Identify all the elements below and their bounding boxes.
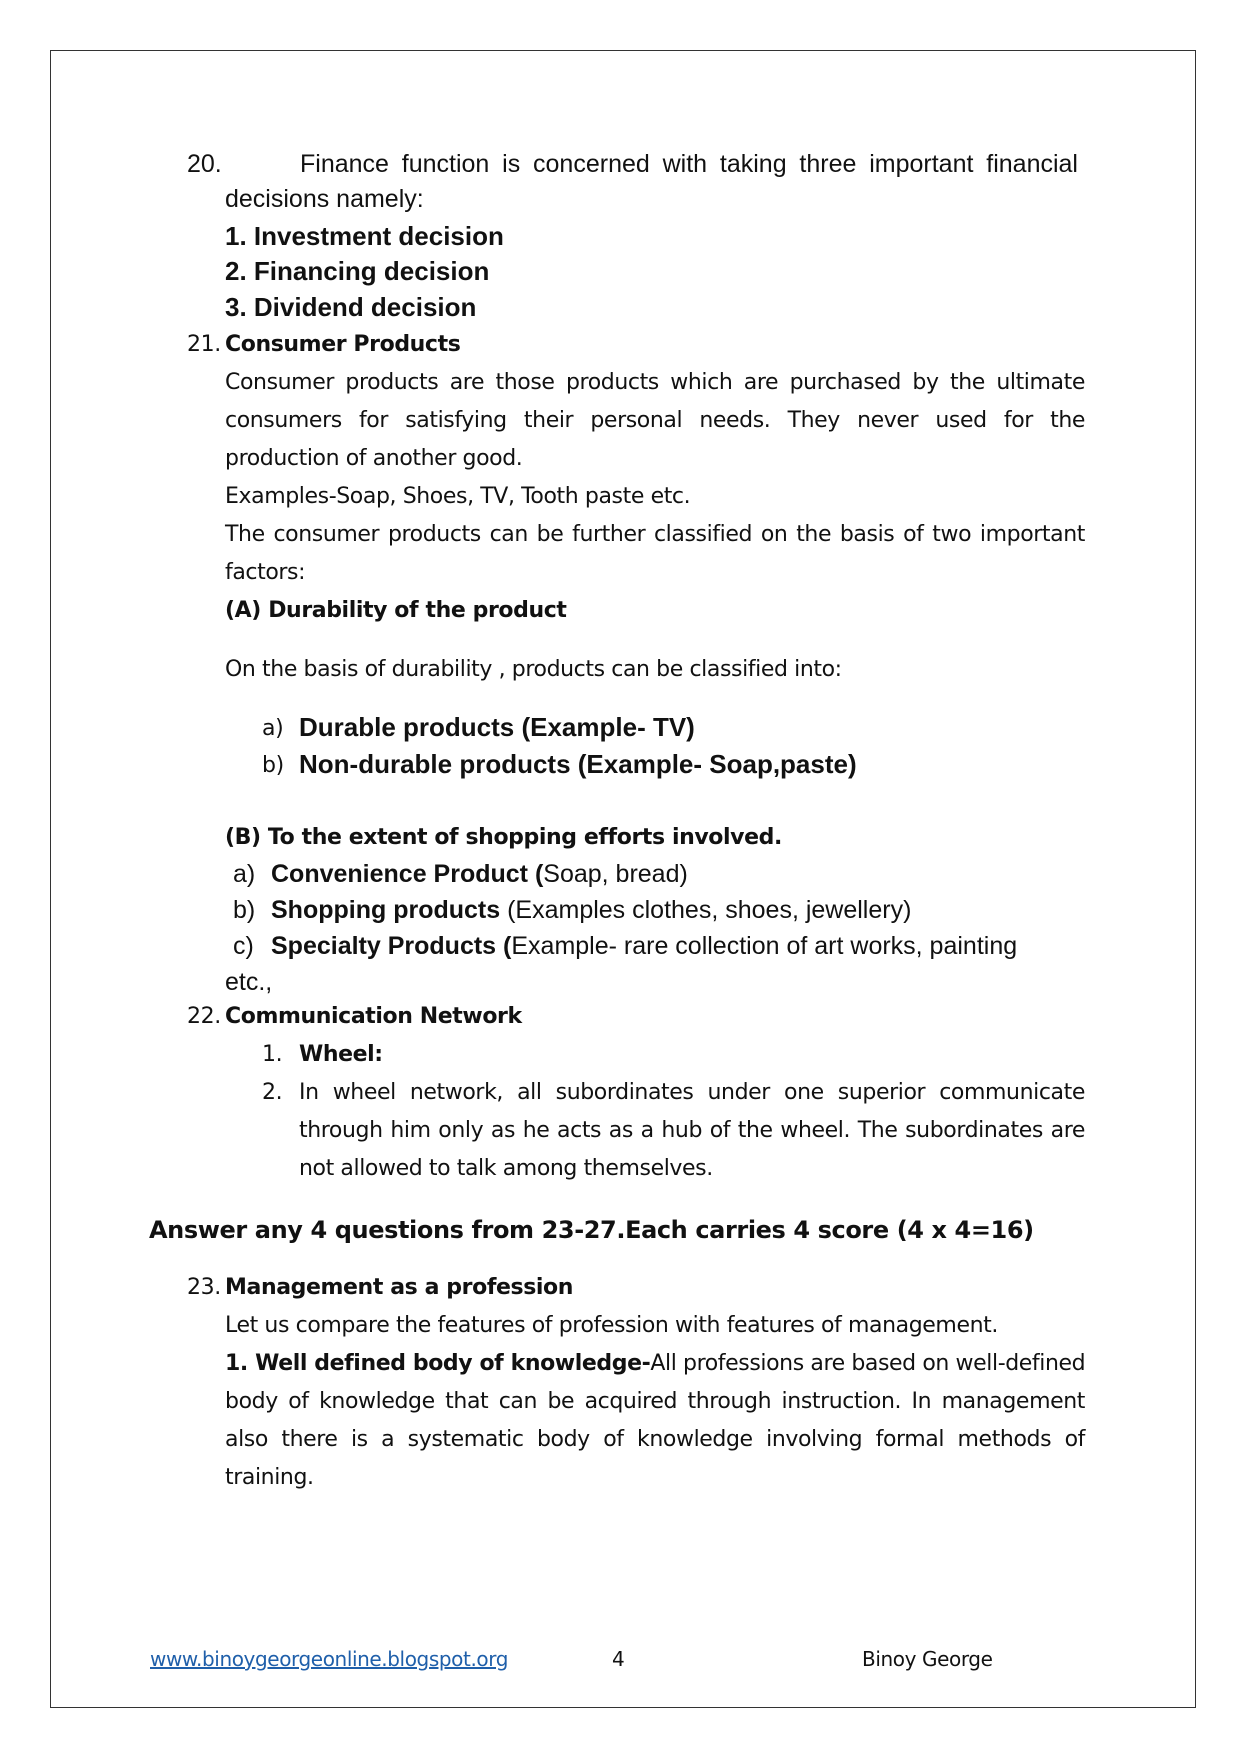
wheel-desc-line1: In wheel network, all subordinates under one superior communicate bbox=[299, 1080, 1085, 1105]
specialty-continuation: etc., bbox=[225, 968, 273, 996]
footer-author: Binoy George bbox=[862, 1647, 993, 1671]
durable-marker: a) bbox=[262, 716, 284, 741]
q20-intro-line2: decisions namely: bbox=[225, 185, 424, 213]
q21-classified-line1: The consumer products can be further classified on the basis of two important bbox=[225, 522, 1085, 547]
shopping-product bbox=[271, 896, 911, 925]
shopping-marker: b) bbox=[233, 896, 256, 924]
q21-durability-heading: (A) Durability of the product bbox=[225, 598, 567, 623]
section-heading: Answer any 4 questions from 23-27.Each carries 4 score (4 x 4=16) bbox=[149, 1216, 1034, 1244]
q23-point-title: 1. Well defined body of knowledge- bbox=[225, 1351, 651, 1376]
q20-intro-line1: Finance function is concerned with taking three important financial bbox=[300, 150, 1078, 178]
specialty-product bbox=[271, 932, 1017, 961]
q21-shopping-heading: (B) To the extent of shopping efforts involved. bbox=[225, 825, 782, 850]
q21-para-line3: production of another good. bbox=[225, 446, 523, 471]
q23-number: 23. bbox=[187, 1275, 221, 1300]
q21-examples: Examples-Soap, Shoes, TV, Tooth paste etc. bbox=[225, 484, 691, 509]
q20-decision-1: 1. Investment decision bbox=[225, 221, 504, 251]
convenience-marker: a) bbox=[233, 860, 256, 888]
q23-point-text: All professions are based on well-defined bbox=[650, 1351, 1086, 1376]
wheel-marker: 1. bbox=[262, 1042, 283, 1067]
footer-website-link[interactable]: www.binoygeorgeonline.blogspot.org bbox=[150, 1647, 509, 1671]
nondurable-products: Non-durable products (Example- Soap,paste) bbox=[299, 749, 857, 779]
specialty-normal: Example- rare collection of art works, painting bbox=[511, 932, 1018, 960]
wheel-label: Wheel: bbox=[299, 1042, 383, 1067]
q21-heading: Consumer Products bbox=[225, 332, 461, 357]
q23-intro: Let us compare the features of profession with features of management. bbox=[225, 1313, 998, 1338]
q20-number: 20. bbox=[187, 150, 222, 178]
q23-point-line2: body of knowledge that can be acquired through instruction. In management bbox=[225, 1389, 1085, 1414]
q21-para-line2: consumers for satisfying their personal needs. They never used for the bbox=[225, 408, 1085, 433]
durable-products: Durable products (Example- TV) bbox=[299, 712, 695, 742]
q21-durability-text: On the basis of durability , products can be classified into: bbox=[225, 657, 842, 682]
q20-decision-2: 2. Financing decision bbox=[225, 256, 490, 286]
wheel-desc-line3: not allowed to talk among themselves. bbox=[299, 1156, 713, 1181]
q23-point-line4: training. bbox=[225, 1465, 314, 1490]
q22-heading: Communication Network bbox=[225, 1004, 522, 1029]
specialty-marker: c) bbox=[233, 932, 254, 960]
nondurable-marker: b) bbox=[262, 753, 284, 778]
wheel-desc-marker: 2. bbox=[262, 1080, 283, 1105]
wheel-desc-line2: through him only as he acts as a hub of the wheel. The subordinates are bbox=[299, 1118, 1085, 1143]
q21-classified-line2: factors: bbox=[225, 560, 306, 585]
q22-number: 22. bbox=[187, 1004, 221, 1029]
q23-point-line1 bbox=[225, 1351, 1085, 1376]
shopping-normal: (Examples clothes, shoes, jewellery) bbox=[500, 896, 912, 924]
q21-number: 21. bbox=[187, 332, 221, 357]
convenience-product bbox=[271, 860, 688, 889]
q21-para-line1: Consumer products are those products which are purchased by the ultimate bbox=[225, 370, 1085, 395]
q23-heading: Management as a profession bbox=[225, 1275, 574, 1300]
specialty-bold: Specialty Products ( bbox=[271, 932, 512, 960]
q23-point-line3: also there is a systematic body of knowledge involving formal methods of bbox=[225, 1427, 1085, 1452]
q20-decision-3: 3. Dividend decision bbox=[225, 292, 477, 322]
shopping-bold: Shopping products bbox=[271, 896, 501, 924]
convenience-bold: Convenience Product ( bbox=[271, 860, 544, 888]
convenience-normal: Soap, bread) bbox=[543, 860, 688, 888]
footer-page-number: 4 bbox=[612, 1647, 625, 1671]
